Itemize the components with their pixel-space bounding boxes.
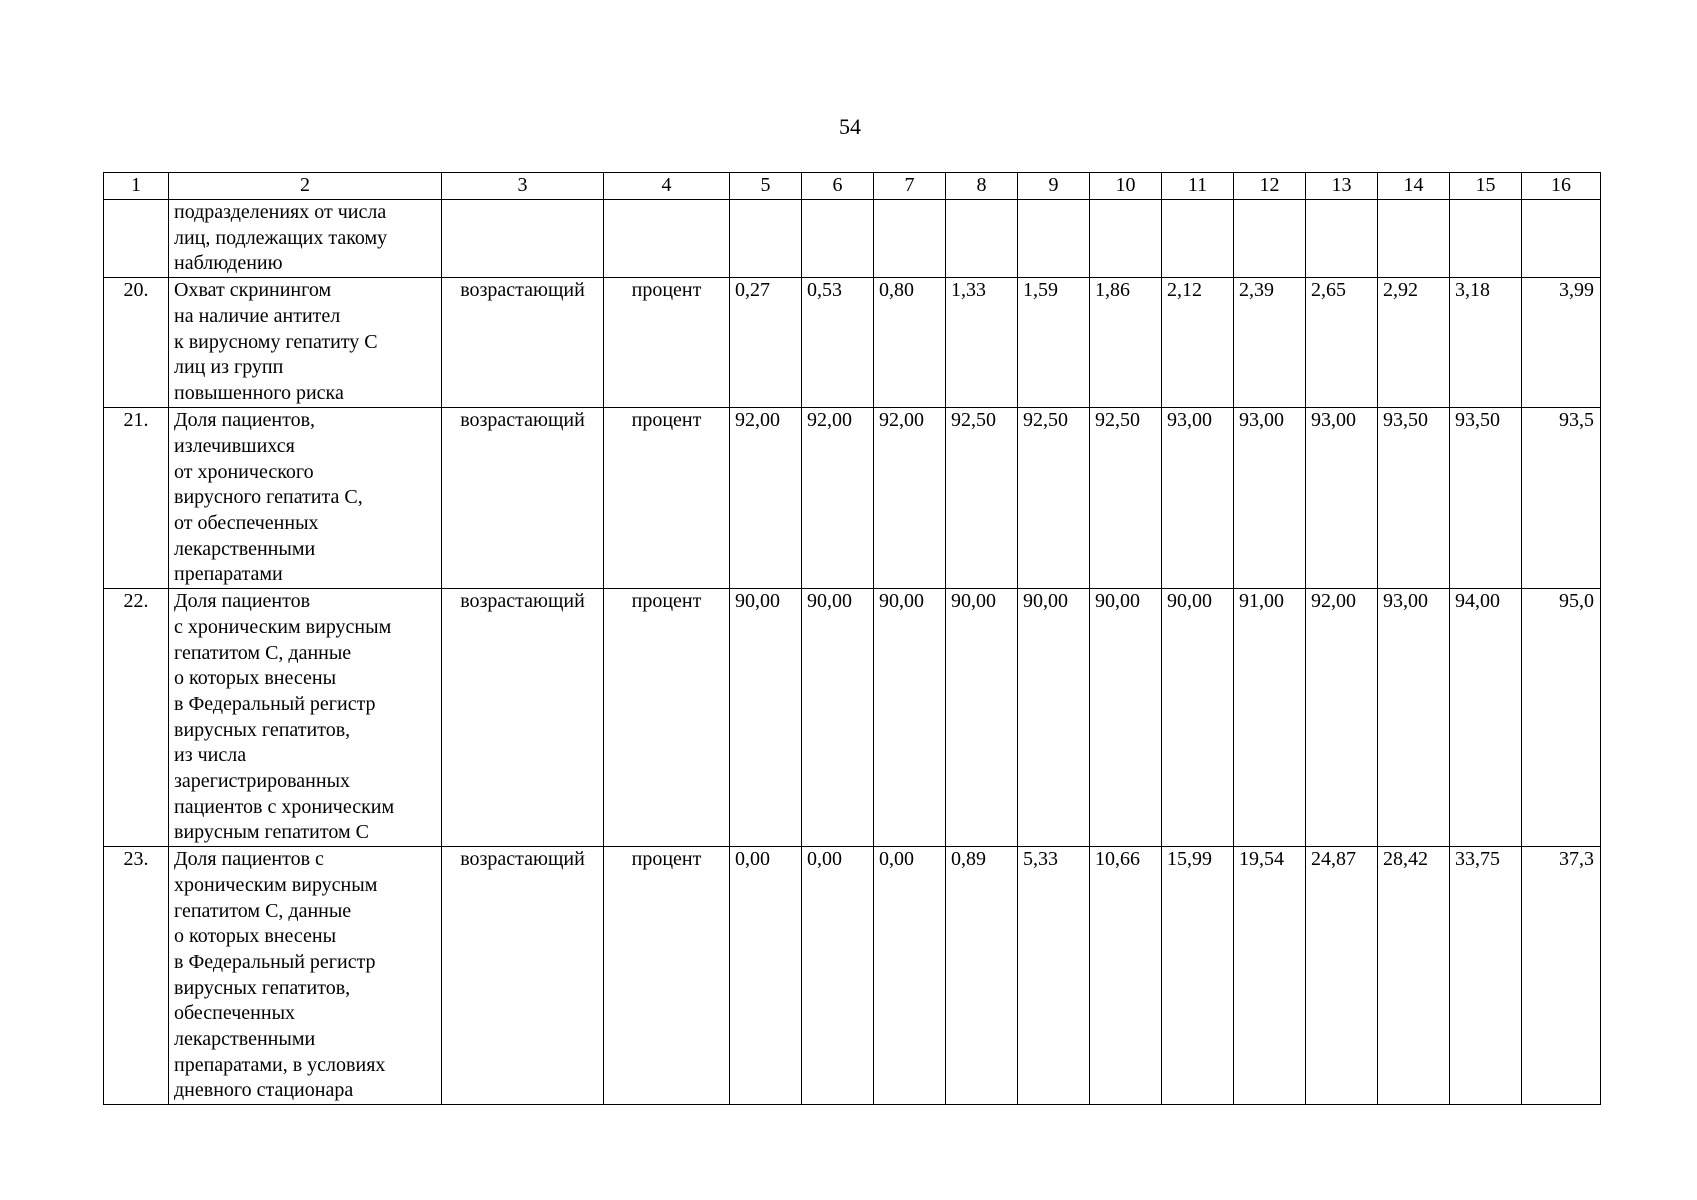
value-cell: 93,00 bbox=[1306, 408, 1378, 589]
column-header: 7 bbox=[874, 173, 946, 200]
value-cell: 2,92 bbox=[1378, 278, 1450, 408]
value-cell: 95,0 bbox=[1522, 589, 1601, 847]
value-cell: 2,39 bbox=[1234, 278, 1306, 408]
value-cell: 0,53 bbox=[802, 278, 874, 408]
value-cell: 90,00 bbox=[802, 589, 874, 847]
value-cell: 94,00 bbox=[1450, 589, 1522, 847]
indicators-table bbox=[103, 172, 1601, 1105]
row-number bbox=[104, 200, 169, 278]
page-number: 54 bbox=[839, 114, 861, 139]
indicator-name: Охват скринингом на наличие антител к вирусному гепатиту С лиц из групп повышенного риска bbox=[169, 278, 442, 408]
column-header: 4 bbox=[604, 173, 730, 200]
value-cell: 0,00 bbox=[802, 847, 874, 1105]
unit: процент bbox=[604, 847, 730, 1105]
value-cell: 93,5 bbox=[1522, 408, 1601, 589]
value-cell: 90,00 bbox=[1162, 589, 1234, 847]
column-number-row bbox=[104, 173, 1601, 200]
value-cell: 19,54 bbox=[1234, 847, 1306, 1105]
value-cell bbox=[1450, 200, 1522, 278]
value-cell bbox=[1306, 200, 1378, 278]
value-cell: 92,00 bbox=[730, 408, 802, 589]
value-cell bbox=[1162, 200, 1234, 278]
value-cell: 24,87 bbox=[1306, 847, 1378, 1105]
value-cell: 90,00 bbox=[946, 589, 1018, 847]
value-cell: 92,50 bbox=[1018, 408, 1090, 589]
row-number: 22. bbox=[104, 589, 169, 847]
value-cell: 91,00 bbox=[1234, 589, 1306, 847]
value-cell: 93,00 bbox=[1234, 408, 1306, 589]
value-cell bbox=[730, 200, 802, 278]
unit bbox=[604, 200, 730, 278]
value-cell: 37,3 bbox=[1522, 847, 1601, 1105]
direction: возрастающий bbox=[442, 278, 604, 408]
value-cell: 92,50 bbox=[1090, 408, 1162, 589]
value-cell: 92,00 bbox=[874, 408, 946, 589]
value-cell: 28,42 bbox=[1378, 847, 1450, 1105]
value-cell: 93,50 bbox=[1450, 408, 1522, 589]
value-cell bbox=[1234, 200, 1306, 278]
value-cell: 3,99 bbox=[1522, 278, 1601, 408]
value-cell: 15,99 bbox=[1162, 847, 1234, 1105]
column-header: 9 bbox=[1018, 173, 1090, 200]
value-cell: 0,89 bbox=[946, 847, 1018, 1105]
value-cell: 0,00 bbox=[874, 847, 946, 1105]
value-cell: 33,75 bbox=[1450, 847, 1522, 1105]
value-cell bbox=[1090, 200, 1162, 278]
column-header: 2 bbox=[169, 173, 442, 200]
value-cell: 1,59 bbox=[1018, 278, 1090, 408]
unit: процент bbox=[604, 278, 730, 408]
value-cell: 0,80 bbox=[874, 278, 946, 408]
value-cell: 0,27 bbox=[730, 278, 802, 408]
value-cell: 90,00 bbox=[1090, 589, 1162, 847]
unit: процент bbox=[604, 589, 730, 847]
column-header: 12 bbox=[1234, 173, 1306, 200]
row-number: 20. bbox=[104, 278, 169, 408]
table-row bbox=[104, 200, 1601, 278]
column-header: 14 bbox=[1378, 173, 1450, 200]
unit: процент bbox=[604, 408, 730, 589]
column-header: 1 bbox=[104, 173, 169, 200]
value-cell bbox=[1378, 200, 1450, 278]
table-row bbox=[104, 278, 1601, 408]
direction: возрастающий bbox=[442, 589, 604, 847]
value-cell: 93,00 bbox=[1378, 589, 1450, 847]
value-cell: 92,00 bbox=[1306, 589, 1378, 847]
value-cell: 90,00 bbox=[730, 589, 802, 847]
value-cell: 1,33 bbox=[946, 278, 1018, 408]
row-number: 23. bbox=[104, 847, 169, 1105]
direction: возрастающий bbox=[442, 408, 604, 589]
column-header: 5 bbox=[730, 173, 802, 200]
column-header: 13 bbox=[1306, 173, 1378, 200]
row-number: 21. bbox=[104, 408, 169, 589]
value-cell bbox=[1018, 200, 1090, 278]
value-cell: 0,00 bbox=[730, 847, 802, 1105]
value-cell: 93,00 bbox=[1162, 408, 1234, 589]
value-cell bbox=[946, 200, 1018, 278]
value-cell: 90,00 bbox=[1018, 589, 1090, 847]
value-cell: 93,50 bbox=[1378, 408, 1450, 589]
column-header: 16 bbox=[1522, 173, 1601, 200]
indicator-name: подразделениях от числа лиц, подлежащих такому наблюдению bbox=[169, 200, 442, 278]
value-cell: 10,66 bbox=[1090, 847, 1162, 1105]
indicator-name: Доля пациентов, излечившихся от хронического вирусного гепатита С, от обеспеченных лекарственными препаратами bbox=[169, 408, 442, 589]
value-cell: 5,33 bbox=[1018, 847, 1090, 1105]
value-cell bbox=[1522, 200, 1601, 278]
value-cell: 2,65 bbox=[1306, 278, 1378, 408]
indicator-name: Доля пациентов с хроническим вирусным гепатитом С, данные о которых внесены в Федеральный регистр вирусных гепатитов, обеспеченных лекарственными препаратами, в условиях дневного стационара bbox=[169, 847, 442, 1105]
value-cell bbox=[874, 200, 946, 278]
column-header: 6 bbox=[802, 173, 874, 200]
value-cell: 90,00 bbox=[874, 589, 946, 847]
table-row bbox=[104, 589, 1601, 847]
column-header: 15 bbox=[1450, 173, 1522, 200]
table-row bbox=[104, 847, 1601, 1105]
value-cell: 92,00 bbox=[802, 408, 874, 589]
direction bbox=[442, 200, 604, 278]
column-header: 11 bbox=[1162, 173, 1234, 200]
value-cell: 1,86 bbox=[1090, 278, 1162, 408]
indicator-name: Доля пациентов с хроническим вирусным гепатитом С, данные о которых внесены в Федеральный регистр вирусных гепатитов, из числа зарегистрированных пациентов с хроническим вирусным гепатитом С bbox=[169, 589, 442, 847]
column-header: 3 bbox=[442, 173, 604, 200]
value-cell: 2,12 bbox=[1162, 278, 1234, 408]
column-header: 10 bbox=[1090, 173, 1162, 200]
value-cell: 3,18 bbox=[1450, 278, 1522, 408]
column-header: 8 bbox=[946, 173, 1018, 200]
value-cell: 92,50 bbox=[946, 408, 1018, 589]
value-cell bbox=[802, 200, 874, 278]
direction: возрастающий bbox=[442, 847, 604, 1105]
table-row bbox=[104, 408, 1601, 589]
